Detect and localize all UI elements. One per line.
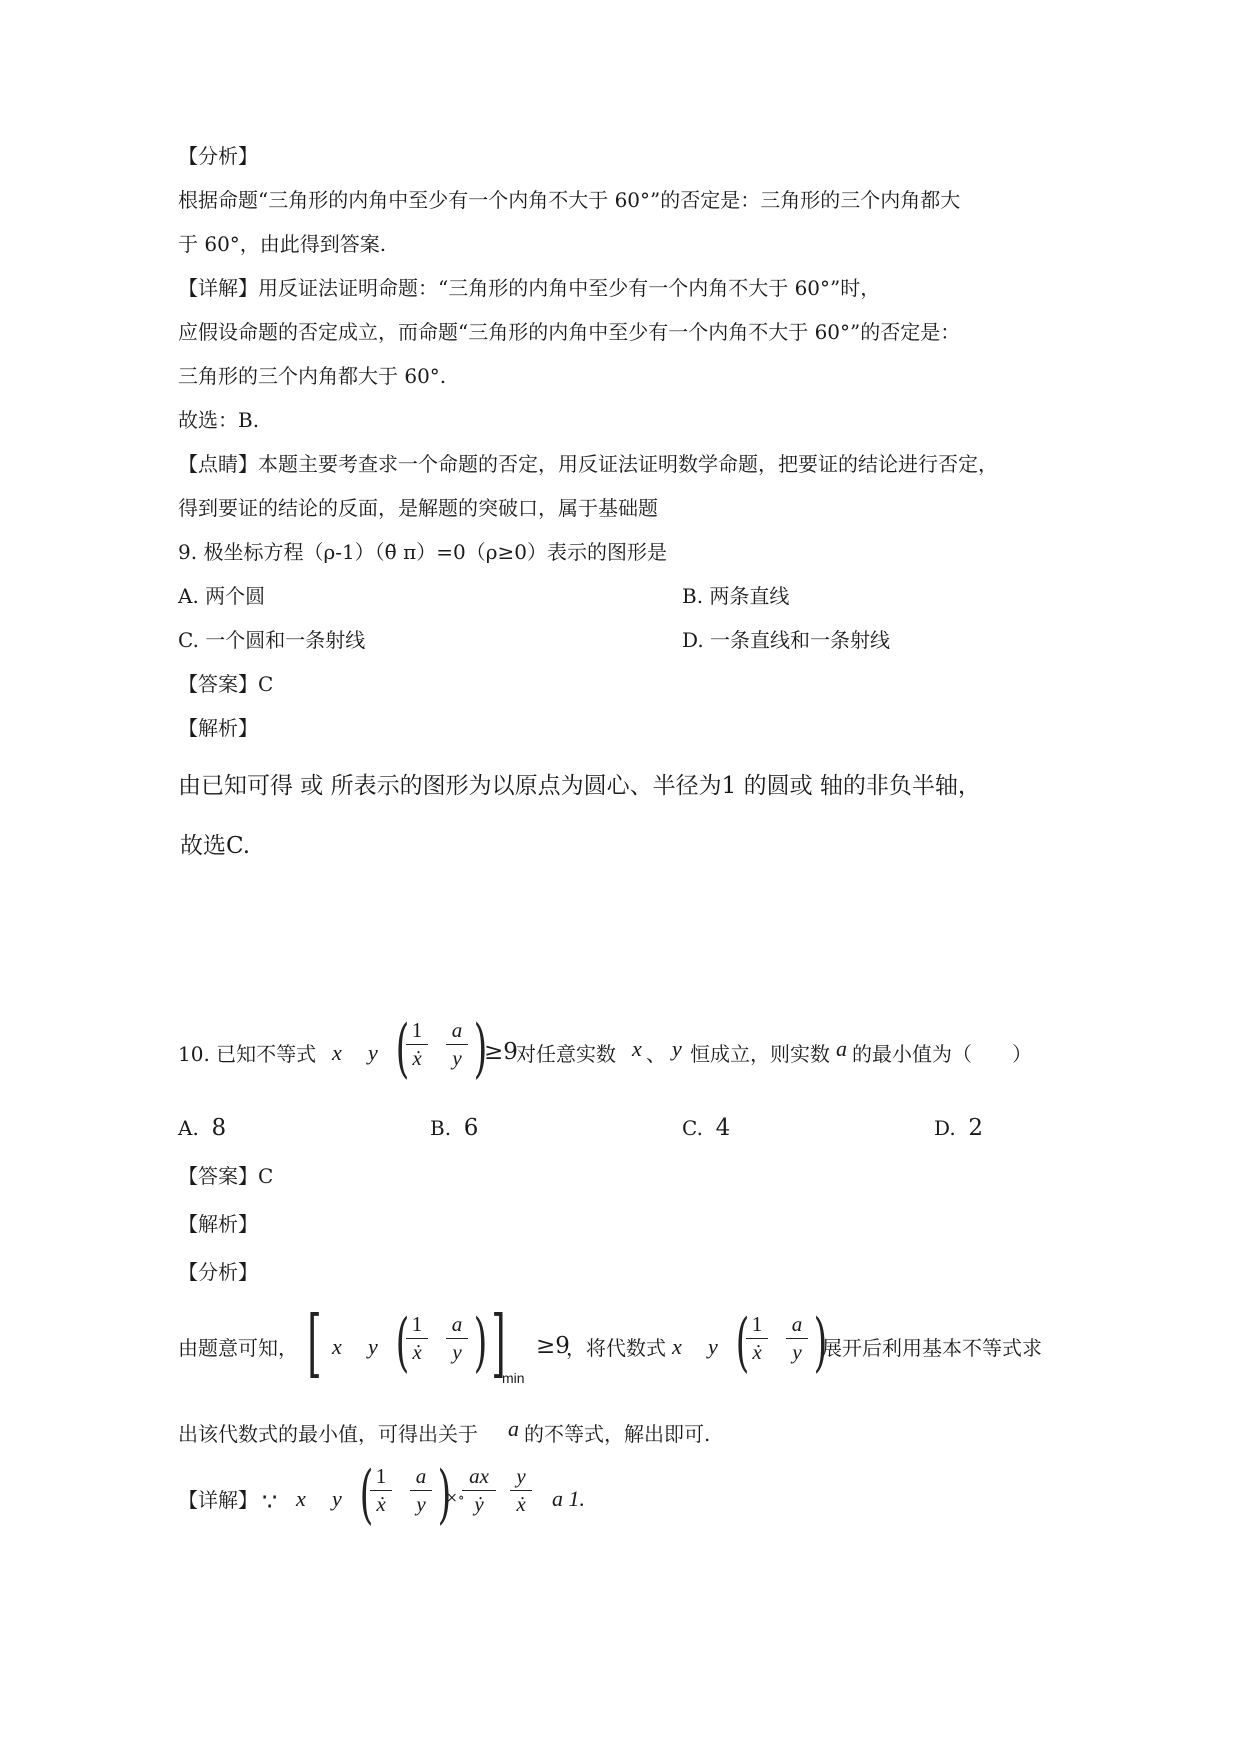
q10-option-a: A. 8	[178, 1115, 227, 1141]
q10-var-x: x	[632, 1036, 642, 1061]
q10-ana-rparen-2: )	[813, 1306, 828, 1380]
q10-det-frac-4: y ẋ	[510, 1464, 532, 1517]
q10-detail-label: 【详解】	[178, 1488, 258, 1512]
q9-option-c: C. 一个圆和一条射线	[178, 628, 366, 652]
q9-answer: 【答案】C	[178, 672, 274, 696]
choose-text: 故选：B.	[178, 408, 260, 432]
q10-frac-2-den: y	[452, 1046, 462, 1070]
q10-answer: 【答案】C	[178, 1164, 274, 1188]
comment-text-2: 得到要证的结论的反面，是解题的突破口，属于基础题	[178, 496, 658, 520]
q10-det-frac-1: 1 ẋ	[370, 1464, 392, 1517]
q9-option-b: B. 两条直线	[682, 584, 790, 608]
q10-frac-2	[446, 1018, 468, 1071]
q10-jiexi: 【解析】	[178, 1212, 258, 1236]
q10-var-y: y	[672, 1036, 682, 1061]
q10-ana-frac-1: 1 ẋ	[406, 1312, 428, 1365]
q10-tail2: 的最小值为（ ）	[852, 1042, 1032, 1066]
q10-x: x	[332, 1040, 342, 1065]
q10-ana2: ，将代数式	[566, 1336, 666, 1360]
q10-option-c: C. 4	[682, 1115, 731, 1141]
q10-ana-lparen: (	[395, 1306, 410, 1380]
q10-det-x: x	[296, 1486, 306, 1511]
question-9: 9. 极坐标方程（ρ-1）（θ̃ π）=0（ρ≥0）表示的图形是	[178, 540, 667, 564]
q10-ana4a: 出该代数式的最小值，可得出关于	[178, 1422, 478, 1446]
q10-ge9-b: ≥9	[536, 1333, 570, 1359]
q10-ana-x2: x	[672, 1334, 682, 1359]
detail-text-3: 三角形的三个内角都大于 60°.	[178, 364, 447, 388]
q10-tail1: 恒成立，则实数	[690, 1042, 830, 1066]
q10-ana4c: 的不等式，解出即可.	[524, 1422, 711, 1446]
q10-left-bracket: [	[307, 1300, 322, 1386]
q10-ana4b: a	[508, 1416, 519, 1441]
q10-fenxi: 【分析】	[178, 1260, 258, 1284]
q9-jiexi: 【解析】	[178, 716, 258, 740]
q10-det-end: a 1.	[552, 1486, 585, 1511]
q10-ana-rparen: )	[473, 1306, 488, 1380]
q10-ana-x: x	[332, 1334, 342, 1359]
q10-right-bracket: ]	[491, 1300, 506, 1386]
q10-det-y: y	[332, 1486, 342, 1511]
analysis-heading: 【分析】	[178, 144, 258, 168]
analysis-text-1: 根据命题“三角形的内角中至少有一个内角不大于 60°”的否定是：三角形的三个内角都大	[178, 188, 961, 212]
q10-ana-frac-2: a y	[446, 1312, 468, 1365]
q10-ana-lparen-2: (	[735, 1306, 750, 1380]
q10-label: 10. 已知不等式	[178, 1042, 317, 1066]
analysis-text-2: 于 60°，由此得到答案.	[178, 232, 387, 256]
q9-choose: 故选C.	[180, 833, 251, 859]
detail-text-1: 【详解】用反证法证明命题：“三角形的内角中至少有一个内角不大于 60°”时，	[178, 276, 881, 300]
q10-var-a: a	[836, 1036, 847, 1061]
q10-ana-frac-4: a y	[786, 1312, 808, 1365]
q10-det-frac-2: a y	[410, 1464, 432, 1517]
q10-frac-1	[406, 1018, 428, 1071]
q10-ana-y: y	[368, 1334, 378, 1359]
q10-left-paren: (	[395, 1012, 410, 1086]
comment-text-1: 【点睛】本题主要考查求一个命题的否定，用反证法证明数学命题，把要证的结论进行否定，	[178, 452, 998, 476]
q10-option-d: D. 2	[934, 1115, 984, 1141]
q10-ana1: 由题意可知，	[178, 1336, 298, 1360]
q10-option-b: B. 6	[430, 1115, 479, 1141]
because-symbol: ∵	[262, 1488, 278, 1516]
q10-det-frac-3: ax ẏ	[462, 1464, 496, 1517]
q10-det-op: ×∘	[446, 1490, 465, 1506]
q9-explanation: 由已知可得 或 所表示的图形为以原点为圆心、半径为1 的圆或 轴的非负半轴，	[178, 773, 981, 799]
q10-frac-1-den: ẋ	[412, 1046, 422, 1070]
q10-sep: 、	[646, 1042, 666, 1066]
q10-frac-2-num: a	[451, 1018, 463, 1042]
q10-ge9: ≥9	[484, 1039, 518, 1065]
q10-right-paren: )	[473, 1012, 488, 1086]
q10-det-lparen: (	[359, 1458, 374, 1532]
q10-min: min	[502, 1370, 525, 1386]
q10-det-rparen: )	[437, 1458, 452, 1532]
q10-ana-frac-3: 1 ẋ	[746, 1312, 768, 1365]
q9-option-a: A. 两个圆	[178, 584, 266, 608]
q10-mid: 对任意实数	[516, 1042, 616, 1066]
detail-text-2: 应假设命题的否定成立，而命题“三角形的内角中至少有一个内角不大于 60°”的否定是：	[178, 320, 961, 344]
q10-ana3: 展开后利用基本不等式求	[822, 1336, 1042, 1360]
q10-y: y	[368, 1040, 378, 1065]
q10-frac-1-num: 1	[411, 1018, 423, 1042]
q10-ana-y2: y	[708, 1334, 718, 1359]
q9-option-d: D. 一条直线和一条射线	[682, 628, 891, 652]
